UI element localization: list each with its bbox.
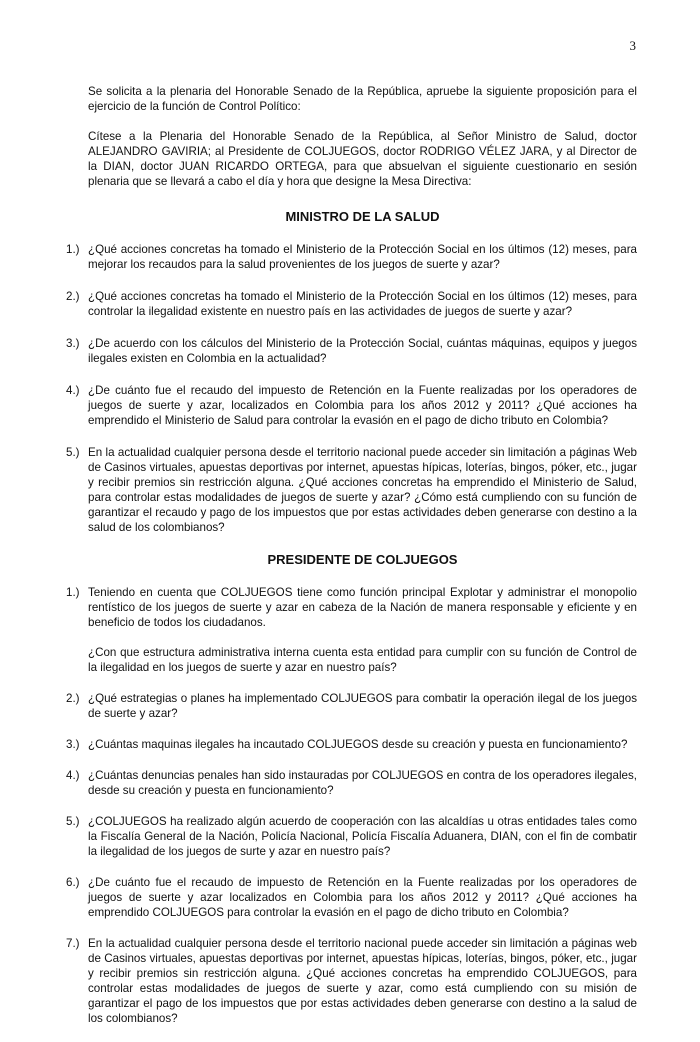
question-text: ¿Qué acciones concretas ha tomado el Ministerio de la Protección Social en los últimos (12) meses, para controlar la ilegalidad existente en nuestro país en las actividades de juegos de suerte y azar? — [88, 290, 637, 318]
question-item — [66, 691, 637, 721]
document-body — [66, 84, 637, 1042]
question-number: 5.) — [66, 815, 80, 828]
question-item — [66, 336, 637, 366]
question-text: ¿COLJUEGOS ha realizado algún acuerdo de cooperación con las alcaldías u otras entidades tales como la Fiscalía General de la Nación, Policía Nacional, Policía Fiscalía Aduanera, DIAN, con el fin de combatir la ilegalidad de los juegos de surte y azar en nuestro país? — [88, 815, 637, 858]
question-text: ¿Qué acciones concretas ha tomado el Ministerio de la Protección Social en los últimos (12) meses, para mejorar los recaudos para la salud provenientes de los juegos de suerte y azar? — [88, 243, 637, 271]
question-text: ¿De cuánto fue el recaudo del impuesto de Retención en la Fuente realizadas por los operadores de juegos de suerte y azar, localizados en Colombia para los años 2012 y 2011? ¿Qué acciones ha emprendido el Ministerio de Salud para controlar la evasión en el pago de dicho tributo en Colombia? — [88, 384, 637, 427]
question-item — [66, 875, 637, 920]
question-item — [66, 768, 637, 798]
question-list-coljuegos — [66, 585, 637, 1026]
question-number: 6.) — [66, 876, 80, 889]
question-number: 2.) — [66, 290, 80, 303]
question-text: ¿De acuerdo con los cálculos del Ministerio de la Protección Social, cuántas máquinas, equipos y juegos ilegales existen en Colombia en la actualidad? — [88, 337, 637, 365]
question-text: ¿Cuántas maquinas ilegales ha incautado COLJUEGOS desde su creación y puesta en funcionamiento? — [88, 738, 628, 751]
question-item — [66, 383, 637, 428]
question-number: 1.) — [66, 243, 80, 256]
intro-paragraph: Se solicita a la plenaria del Honorable Senado de la República, apruebe la siguiente proposición para el ejercicio de la función de Control Político: — [88, 85, 637, 113]
question-text: Teniendo en cuenta que COLJUEGOS tiene como función principal Explotar y administrar el monopolio rentístico de los juegos de suerte y azar en cabeza de la Nación de manera responsable y eficiente y en beneficio de todos los ciudadanos. — [88, 586, 637, 629]
question-item — [66, 936, 637, 1026]
question-item — [66, 814, 637, 859]
question-number: 5.) — [66, 446, 80, 459]
question-number: 2.) — [66, 692, 80, 705]
question-number: 3.) — [66, 738, 80, 751]
question-item — [66, 445, 637, 535]
citation-paragraph: Cítese a la Plenaria del Honorable Senado de la República, al Señor Ministro de Salud, doctor ALEJANDRO GAVIRIA; al Presidente de COLJUEGOS, doctor RODRIGO VÉLEZ JARA, y al Director de la DIAN, doctor JUAN RICARDO ORTEGA, para que absuelvan el siguiente cuestionario en sesión plenaria que se llevará a cabo el día y hora que designe la Mesa Directiva: — [88, 130, 637, 188]
question-number: 4.) — [66, 384, 80, 397]
question-text: ¿Qué estrategias o planes ha implementado COLJUEGOS para combatir la operación ilegal de los juegos de suerte y azar? — [88, 692, 637, 720]
question-number: 3.) — [66, 337, 80, 350]
section-heading-ministro: MINISTRO DE LA SALUD — [285, 209, 440, 224]
question-text: ¿Cuántas denuncias penales han sido instauradas por COLJUEGOS en contra de los operadores ilegales, desde su creación y puesta en funcionamiento? — [88, 769, 637, 797]
page-number: 3 — [629, 38, 636, 53]
question-item — [66, 585, 637, 675]
question-text: En la actualidad cualquier persona desde el territorio nacional puede acceder sin limitación a páginas Web de Casinos virtuales, apuestas deportivas por internet, apuestas hípicas, loterías, bingos, póker, etc., jugar y recibir premios sin restricción alguna. ¿Qué acciones concretas ha emprendido el Ministerio de Salud, para controlar estas modalidades de juegos de suerte y azar? ¿Cómo está cumpliendo con su función de garantizar el recaudo y pago de los impuestos que por estas actividades deben generarse con destino a la salud de los colombianos? — [88, 446, 637, 534]
question-item — [66, 242, 637, 272]
section-heading-coljuegos: PRESIDENTE DE COLJUEGOS — [267, 552, 458, 567]
question-text: ¿De cuánto fue el recaudo de impuesto de Retención en la Fuente realizadas por los operadores de juegos de suerte y azar localizados en Colombia para los años 2012 y 2011? ¿Qué acciones ha emprendido COLJUEGOS para controlar la evasión en el pago de dicho tributo en Colombia? — [88, 876, 637, 919]
question-item — [66, 289, 637, 319]
question-number: 1.) — [66, 586, 80, 599]
question-text-followup: ¿Con que estructura administrativa interna cuenta esta entidad para cumplir con su función de Control de la ilegalidad en los juegos de suerte y azar en nuestro país? — [88, 646, 637, 674]
question-text: En la actualidad cualquier persona desde el territorio nacional puede acceder sin limitación a páginas web de Casinos virtuales, apuestas deportivas por internet, apuestas hípicas, loterías, bingos, póker, etc., jugar y recibir premios sin restricción alguna. ¿Qué acciones concretas ha emprendido COLJUEGOS, para controlar estas modalidades de juegos de suerte y azar, como está cumpliendo con su misión de garantizar el pago de los impuestos que por estas actividades deben generarse con destino a la salud de los colombianos? — [88, 937, 637, 1025]
question-number: 7.) — [66, 937, 80, 950]
question-item — [66, 737, 637, 752]
question-list-ministro — [66, 242, 637, 535]
question-number: 4.) — [66, 769, 80, 782]
